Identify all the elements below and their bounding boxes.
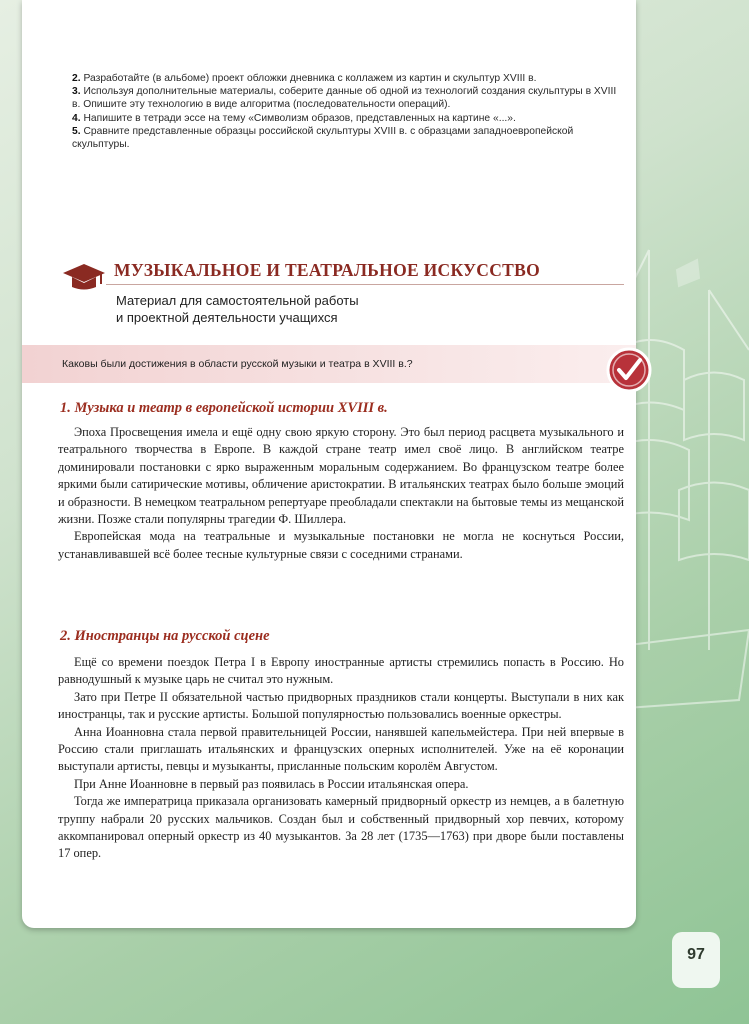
section-subtitle: Материал для самостоятельной работы и проектной деятельности учащихся: [116, 293, 359, 325]
key-question: Каковы были достижения в области русской музыки и театра в XVIII в.?: [62, 358, 413, 370]
paragraph: Зато при Петре II обязательной частью придворных праздников стали концерты. Выступали в них как иностранцы, так и русские артисты. Большой популярностью пользовались военные оркестры.: [58, 689, 624, 722]
title-divider: [106, 284, 624, 285]
tasks-list: [72, 72, 622, 151]
part1-body: [58, 424, 624, 563]
textbook-page: [22, 0, 636, 928]
task-item: 5. Сравните представленные образцы российской скульптуры XVIII в. с образцами западноевропейской скульптуры.: [72, 125, 574, 151]
part2-body: [58, 654, 624, 863]
graduation-cap-icon: [62, 262, 106, 292]
paragraph: Эпоха Просвещения имела и ещё одну свою яркую сторону. Это был период расцвета музыкального и театрального творчества в Европе. В каждой стране театр имел своё лицо. В английском театре доминировали постановки с ярко выраженным моральным содержанием. Во французском театре более яркими были сатирические мотивы, обличение аристократии. В итальянских театрах было больше эмоций и образности. В немецком театральном репертуаре преобладали спектакли на бытовые темы из мещанской жизни. Позже стали популярны трагедии Ф. Шиллера.: [58, 425, 624, 527]
part2-heading: 2. Иностранцы на русской сцене: [60, 628, 270, 644]
task-item: 2. Разработайте (в альбоме) проект обложки дневника с коллажем из картин и скульптур XVIII в.: [72, 73, 537, 84]
paragraph: Тогда же императрица приказала организовать камерный придворный оркестр из немцев, а в балетную труппу набрали 20 русских мальчиков. Создан был и собственный придворный хор певчих, которому аккомпанировал оперный оркестр из 40 музыкантов. За 28 лет (1735—1763) при дворе были поставлены 17 опер.: [58, 794, 624, 861]
part1-heading: 1. Музыка и театр в европейской истории XVIII в.: [60, 400, 388, 416]
page-number: 97: [687, 946, 705, 963]
paragraph: Европейская мода на театральные и музыкальные постановки не могла не коснуться России, устанавливавшей всё более тесные культурные связи с соседними странами.: [58, 529, 624, 561]
checkmark-icon: [606, 347, 652, 393]
paragraph: При Анне Иоанновне в первый раз появилась в России итальянская опера.: [74, 776, 469, 791]
section-title: МУЗЫКАЛЬНОЕ И ТЕАТРАЛЬНОЕ ИСКУССТВО: [114, 260, 540, 280]
task-item: 3. Используя дополнительные материалы, соберите данные об одной из технологий создания скульптуры в XVIII в. Опишите эту технологию в виде алгоритма (последовательности операций).: [72, 86, 617, 111]
paragraph: Ещё со времени поездок Петра I в Европу иностранные артисты стремились попасть в Россию. Но равнодушный к музыке царь не считал это нужным.: [58, 655, 624, 687]
paragraph: Анна Иоанновна стала первой правительницей России, нанявшей капельмейстера. При ней впервые в Россию стали приглашать итальянских и французских оперных исполнителей. Уже на её коронации выступали артисты, певцы и музыканты, присланные польским королём Августом.: [58, 724, 624, 774]
task-item: 4. Напишите в тетради эссе на тему «Символизм образов, представленных на картине «...».: [72, 112, 516, 124]
